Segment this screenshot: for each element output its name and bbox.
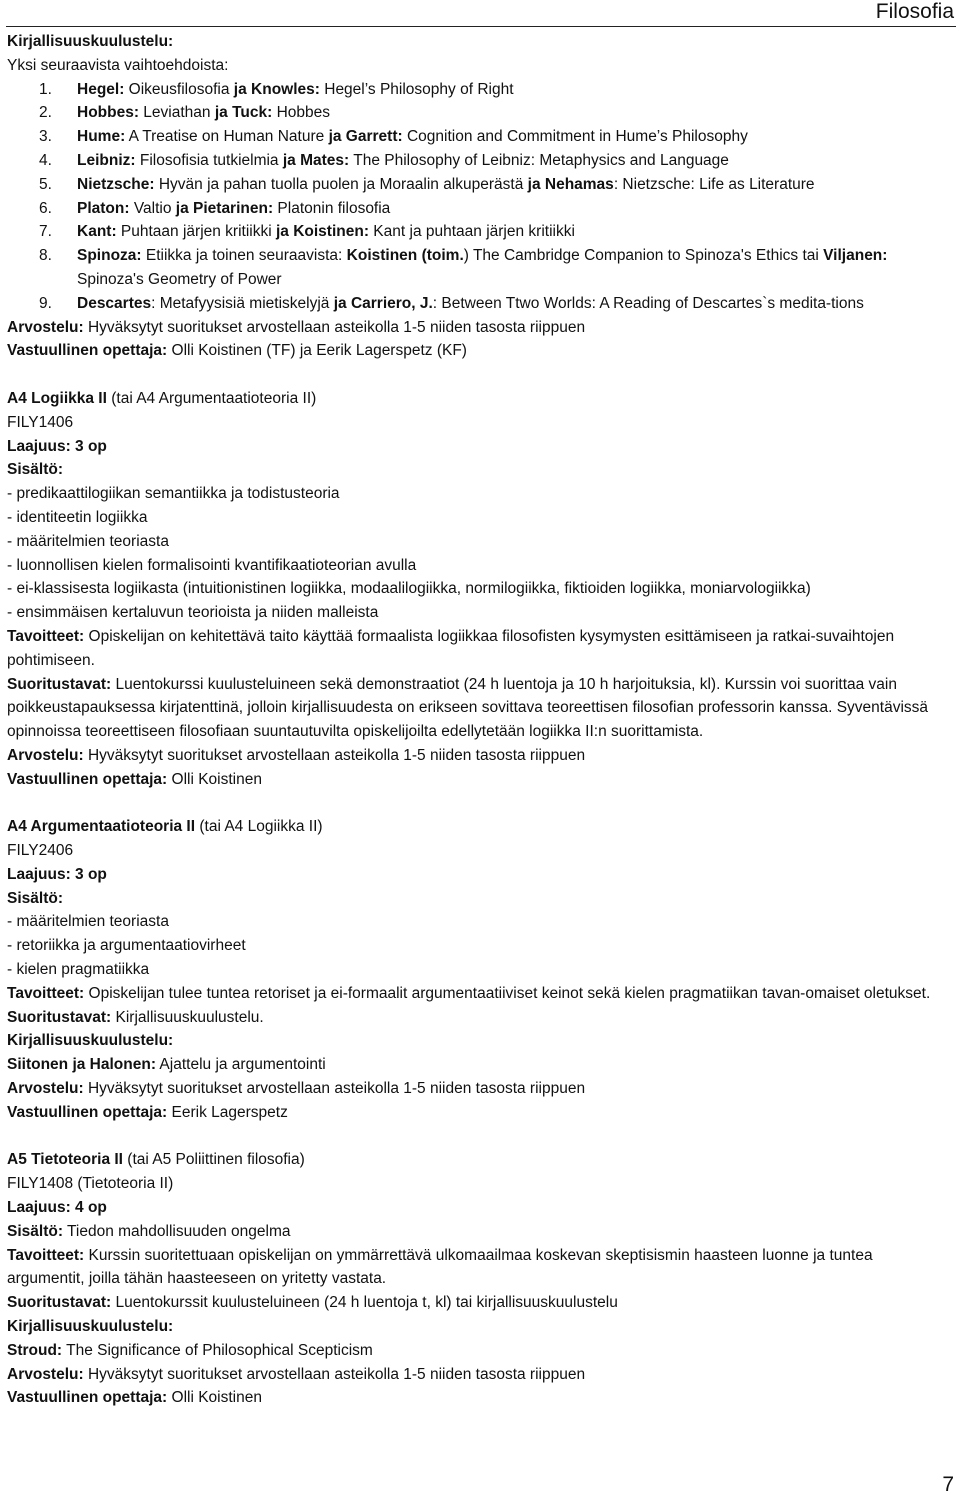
list-item: - kielen pragmatiikka [7, 961, 150, 979]
literature-item: Siitonen ja Halonen: Ajattelu ja argumentointi [7, 1056, 326, 1074]
literature-options-block [7, 30, 940, 363]
grading-line: Arvostelu: Hyväksytyt suoritukset arvostellaan asteikolla 1-5 niiden tasosta riippuen [7, 1365, 586, 1383]
list-item: 1. Hegel: Oikeusfilosofia ja Knowles: Hegel’s Philosophy of Right [39, 80, 514, 98]
literature-exam-label: Kirjallisuuskuulustelu: [7, 33, 174, 50]
list-item: - ei-klassisesta logiikasta (intuitionistinen logiikka, modaalilogiikka, normilogiikka, fiktioiden logiikka, moniarvologiikka) [7, 580, 811, 598]
course-tietoteoria-ii [7, 1148, 940, 1410]
content-label: Sisältö: [7, 461, 63, 479]
course-scope: Laajuus: 4 op [7, 1199, 107, 1217]
methods-paragraph: Suoritustavat: Luentokurssit kuulusteluineen (24 h luentoja t, kl) tai kirjallisuuskuulustelu [7, 1294, 618, 1312]
course-scope: Laajuus: 3 op [7, 865, 107, 883]
course-code: FILY1406 [7, 413, 74, 431]
list-item: 9. Descartes: Metafyysisiä mietiskelyjä ja Carriero, J.: Between Ttwo Worlds: A Reading of Descartes`s medita-tions [39, 294, 864, 312]
grading-line: Arvostelu: Hyväksytyt suoritukset arvostellaan asteikolla 1-5 niiden tasosta riippuen [7, 318, 586, 336]
content-line: Sisältö: Tiedon mahdollisuuden ongelma [7, 1222, 291, 1240]
course-title: A5 Tietoteoria II (tai A5 Poliittinen filosofia) [7, 1151, 305, 1169]
page-number: 7 [942, 1473, 954, 1496]
list-item: 7. Kant: Puhtaan järjen kritiikki ja Koistinen: Kant ja puhtaan järjen kritiikki [39, 223, 575, 241]
grading-line: Arvostelu: Hyväksytyt suoritukset arvostellaan asteikolla 1-5 niiden tasosta riippuen [7, 1080, 586, 1098]
literature-exam-label: Kirjallisuuskuulustelu: [7, 1318, 174, 1336]
course-title: A4 Logiikka II (tai A4 Argumentaatioteoria II) [7, 389, 317, 407]
course-logiikka-ii [7, 387, 940, 792]
list-item: - identiteetin logiikka [7, 508, 148, 526]
teacher-line: Vastuullinen opettaja: Olli Koistinen [7, 1389, 262, 1407]
teacher-line: Vastuullinen opettaja: Olli Koistinen [7, 770, 262, 788]
teacher-line: Vastuullinen opettaja: Eerik Lagerspetz [7, 1103, 288, 1121]
course-argumentaatioteoria-ii [7, 815, 940, 1124]
list-item: 8. Spinoza: Etiikka ja toinen seuraavista: Koistinen (toim.) The Cambridge Companion to Spinoza's Ethics tai Viljanen: Spinoza's Geometry of Power [39, 247, 888, 288]
list-item: - luonnollisen kielen formalisointi kvantifikaatioteorian avulla [7, 556, 417, 574]
methods-paragraph: Suoritustavat: Luentokurssi kuulusteluineen sekä demonstraatiot (24 h luentoja ja 10 h harjoituksia, kl). Kurssin voi suorittaa vain poikkeustapauksessa kirjatenttinä, jolloin kirjallisuudesta on erikseen sovittava teoreettisen filosofian professorin kanssa. Syventävissä opinnoissa teoreettiseen filosofiaan suuntautuvilta opiskelijoilta edellytetään logiikka II:n suorittamista. [7, 675, 929, 741]
list-item: - retoriikka ja argumentaatiovirheet [7, 937, 246, 955]
content-label: Sisältö: [7, 889, 63, 907]
goals-paragraph: Tavoitteet: Opiskelijan on kehitettävä taito käyttää formaalista logiikkaa filosofisten kysymysten esittämiseen ja ratkai-suvaihtojen pohtimiseen. [7, 627, 895, 669]
list-item: 5. Nietzsche: Hyvän ja pahan tuolla puolen ja Moraalin alkuperästä ja Nehamas: Nietzsche: Life as Literature [39, 175, 815, 193]
grading-line: Arvostelu: Hyväksytyt suoritukset arvostellaan asteikolla 1-5 niiden tasosta riippuen [7, 746, 586, 764]
list-item: 3. Hume: A Treatise on Human Nature ja Garrett: Cognition and Commitment in Hume’s Philosophy [39, 128, 748, 146]
literature-item: Stroud: The Significance of Philosophical Scepticism [7, 1341, 373, 1359]
goals-paragraph: Tavoitteet: Kurssin suoritettuaan opiskelijan on ymmärrettävä ulkomaailmaa koskevan skeptisismin haasteen luonne ja tuntea argumentit, joilla tähän haasteeseen on yritetty vastata. [7, 1246, 873, 1288]
list-item: 2. Hobbes: Leviathan ja Tuck: Hobbes [39, 104, 330, 122]
list-item: - predikaattilogiikan semantiikka ja todistusteoria [7, 485, 340, 503]
document-body [7, 30, 940, 1410]
list-item: 6. Platon: Valtio ja Pietarinen: Platonin filosofia [39, 199, 391, 217]
literature-exam-label: Kirjallisuuskuulustelu: [7, 1032, 174, 1050]
works-list [7, 78, 940, 316]
list-item: - määritelmien teoriasta [7, 532, 169, 550]
methods-paragraph: Suoritustavat: Kirjallisuuskuulustelu. [7, 1008, 264, 1026]
header-rule [6, 26, 956, 27]
teacher-line: Vastuullinen opettaja: Olli Koistinen (TF) ja Eerik Lagerspetz (KF) [7, 342, 467, 360]
list-item: - ensimmäisen kertaluvun teorioista ja niiden malleista [7, 604, 379, 622]
options-intro: Yksi seuraavista vaihtoehdoista: [7, 56, 229, 74]
course-code: FILY1408 (Tietoteoria II) [7, 1175, 174, 1193]
list-item: - määritelmien teoriasta [7, 913, 169, 931]
goals-paragraph: Tavoitteet: Opiskelijan tulee tuntea retoriset ja ei-formaalit argumentaatiiviset keinot sekä kielen pragmatiikan tavan-omaiset oletukset. [7, 984, 931, 1002]
list-item: 4. Leibniz: Filosofisia tutkielmia ja Mates: The Philosophy of Leibniz: Metaphysics and Language [39, 151, 729, 169]
course-code: FILY2406 [7, 842, 74, 860]
course-scope: Laajuus: 3 op [7, 437, 107, 455]
page-header-title: Filosofia [875, 0, 954, 23]
course-title: A4 Argumentaatioteoria II (tai A4 Logiikka II) [7, 818, 323, 836]
